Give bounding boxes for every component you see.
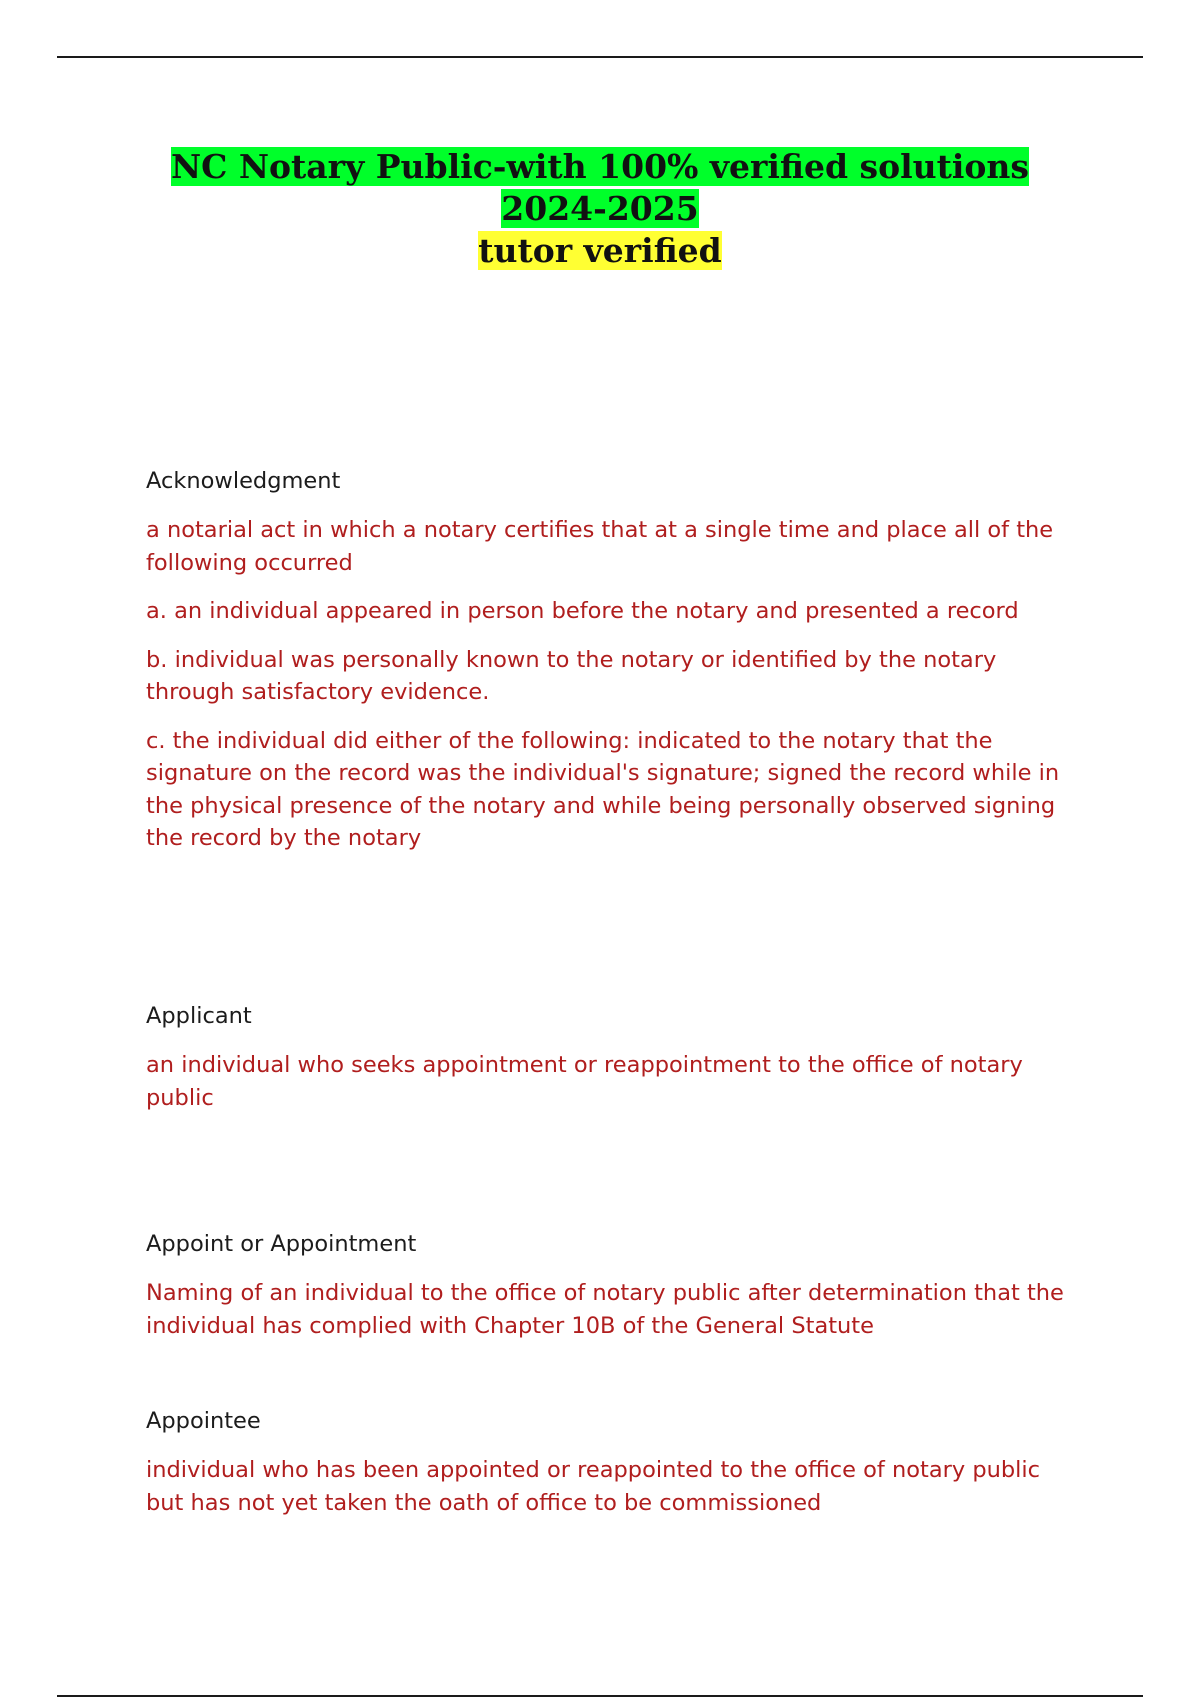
entry-definition: c. the individual did either of the following: indicated to the notary that the signature on the record was the individual's signature; signed the record while in the physical presence of the notary and while being personally observed signing the record by the notary <box>146 727 1060 851</box>
document-subtitle <box>150 230 1050 272</box>
entry-term: Applicant <box>146 1003 252 1029</box>
entry-definition: b. individual was personally known to the notary or identified by the notary through satisfactory evidence. <box>146 646 997 705</box>
entry-term: Acknowledgment <box>146 468 341 494</box>
entry-definition: a. an individual appeared in person before the notary and presented a record <box>146 598 1019 624</box>
glossary-entry-acknowledgment <box>146 466 1066 871</box>
entry-term: Appointee <box>146 1408 261 1434</box>
document-title <box>150 146 1050 230</box>
glossary-entry-appointee <box>146 1406 1066 1535</box>
document-title-block <box>150 146 1050 272</box>
entry-definition: an individual who seeks appointment or reappointment to the office of notary public <box>146 1052 1023 1111</box>
top-rule <box>57 56 1143 58</box>
entry-definition: Naming of an individual to the office of notary public after determination that the individual has complied with Chapter 10B of the General Statute <box>146 1280 1064 1339</box>
document-subtitle-text: tutor verified <box>478 231 722 270</box>
glossary-entry-applicant <box>146 1001 1066 1130</box>
document-title-text: NC Notary Public-with 100% verified solutions 2024-2025 <box>170 147 1030 228</box>
entry-definition: individual who has been appointed or reappointed to the office of notary public but has not yet taken the oath of office to be commissioned <box>146 1457 1041 1516</box>
glossary-entry-appointment <box>146 1229 1066 1358</box>
entry-term: Appoint or Appointment <box>146 1231 417 1257</box>
entry-definition: a notarial act in which a notary certifies that at a single time and place all of the following occurred <box>146 517 1054 576</box>
bottom-rule <box>57 1695 1143 1697</box>
